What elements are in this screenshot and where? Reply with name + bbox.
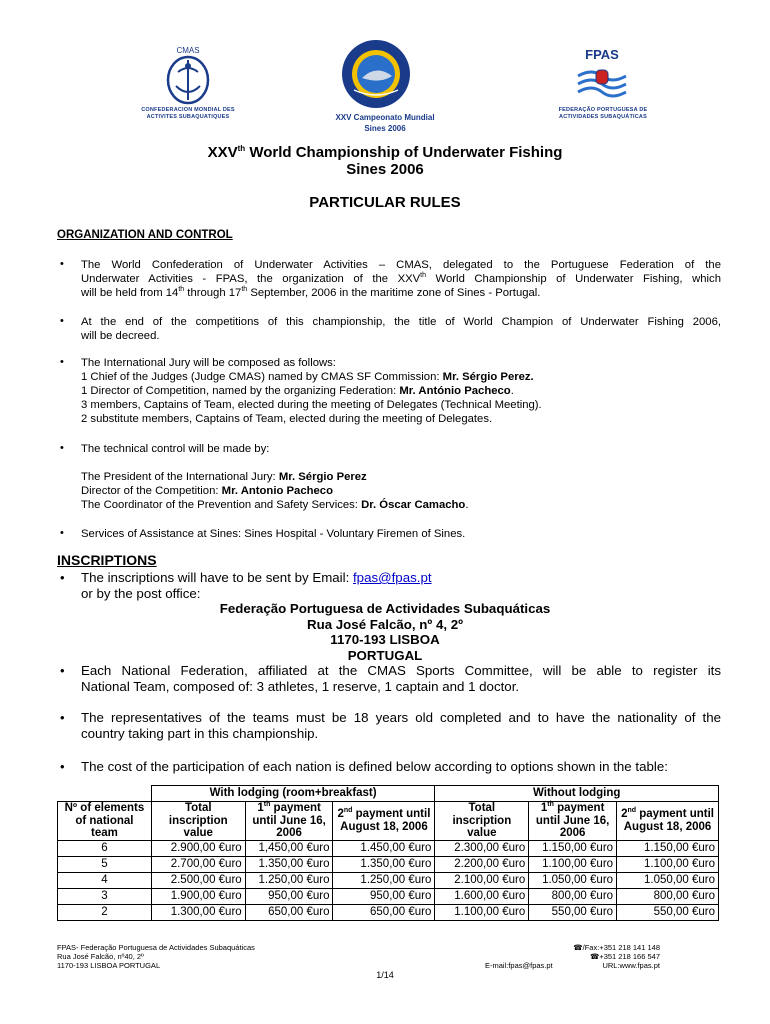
- cell-elements: 5: [58, 856, 152, 872]
- svg-text:CMAS: CMAS: [176, 46, 200, 55]
- fpas-caption: [548, 107, 658, 121]
- org-p1-line3-a: will be held from 14: [81, 287, 179, 299]
- table-group-header: [58, 786, 719, 802]
- document-subtitle: PARTICULAR RULES: [309, 194, 461, 211]
- p1-sup: th: [263, 801, 271, 809]
- cell-amount: 1.600,00 €uro: [435, 888, 529, 904]
- cell-elements: 6: [58, 840, 152, 856]
- p2-num: 2: [337, 808, 344, 821]
- table-row: [58, 888, 719, 904]
- championship-caption-line1: XXV Campeonato Mundial: [335, 113, 435, 122]
- cell-elements: 3: [58, 888, 152, 904]
- cell-amount: 1.350,00 €uro: [245, 856, 333, 872]
- footer-line2: Rua José Falcão, nº40, 2º: [57, 952, 144, 961]
- table-body: [58, 840, 719, 920]
- cell-amount: 1.450,00 €uro: [333, 840, 435, 856]
- bullet-dot: •: [60, 710, 65, 725]
- table-row: [58, 904, 719, 920]
- cell-amount: 650,00 €uro: [333, 904, 435, 920]
- p1-label: payment until June 16, 2006: [252, 802, 326, 839]
- footer-line3: 1170-193 LISBOA PORTUGAL: [57, 961, 161, 970]
- org-p1-line3-c: September, 2006 in the maritime zone of Sines - Portugal.: [247, 287, 541, 299]
- cell-amount: 1.300,00 €uro: [151, 904, 245, 920]
- footer-address: [57, 943, 255, 970]
- cell-elements: 2: [58, 904, 152, 920]
- insc-p3-line2: country taking part in this championship.: [81, 726, 319, 741]
- cell-amount: 1.100,00 €uro: [617, 856, 719, 872]
- insc-paragraph-4: The cost of the participation of each nation is defined below according to options shown in the table:: [81, 759, 668, 774]
- insc-paragraph-1: [81, 570, 721, 602]
- section-heading-organization: ORGANIZATION AND CONTROL: [57, 229, 233, 241]
- cell-amount: 800,00 €uro: [529, 888, 617, 904]
- p1-num: 1: [257, 802, 264, 814]
- document-title: [0, 144, 770, 178]
- org-p4-line4-c: .: [465, 499, 469, 511]
- org-p3-line3: [81, 384, 721, 398]
- p2-sup: nd: [627, 807, 637, 815]
- org-p2-line1: At the end of the competitions of this championship, the title of World Champion of Underwater Fishing 2006,: [81, 316, 721, 328]
- bullet-dot: •: [60, 759, 65, 774]
- p1-num: 1: [540, 802, 548, 814]
- section-heading-inscriptions: INSCRIPTIONS: [57, 552, 157, 568]
- org-p4-line4-a: The Coordinator of the Prevention and Safety Services:: [81, 499, 362, 511]
- championship-caption-line2: Sines 2006: [364, 124, 406, 133]
- cell-amount: 1.150,00 €uro: [617, 840, 719, 856]
- p2-label: payment until August 18, 2006: [623, 808, 714, 833]
- cell-amount: 2.700,00 €uro: [151, 856, 245, 872]
- cell-amount: 1.350,00 €uro: [333, 856, 435, 872]
- footer-phone: ☎+351 218 166 547: [589, 952, 660, 961]
- p2-sup: nd: [343, 807, 353, 815]
- cell-amount: 650,00 €uro: [245, 904, 333, 920]
- col-header-payment2-nl: [617, 802, 719, 841]
- insc-paragraph-3: [81, 710, 721, 742]
- cell-amount: 2.300,00 €uro: [435, 840, 529, 856]
- cost-table: [57, 785, 719, 921]
- org-p1-sup1: th: [178, 286, 185, 294]
- cell-amount: 2.500,00 €uro: [151, 872, 245, 888]
- cmas-caption-line1: CONFEDERACION MONDIAL DES: [141, 107, 235, 113]
- table-row: [58, 872, 719, 888]
- bullet-dot: •: [60, 356, 64, 368]
- email-link[interactable]: fpas@fpas.pt: [352, 570, 432, 585]
- cell-amount: 1.250,00 €uro: [245, 872, 333, 888]
- cell-amount: 550,00 €uro: [617, 904, 719, 920]
- org-p4-line3-a: Director of the Competition:: [81, 485, 222, 497]
- org-p3-line3-a: 1 Director of Competition, named by the organizing Federation:: [81, 385, 400, 397]
- org-p1-line3: [81, 286, 721, 300]
- col-header-payment1: [245, 802, 333, 841]
- footer-line1: FPAS- Federação Portuguesa de Actividades Subaquáticas: [57, 943, 255, 952]
- address-line3: 1170-193 LISBOA: [330, 632, 440, 647]
- title-line2: Sines 2006: [346, 161, 424, 178]
- group-with-lodging: With lodging (room+breakfast): [151, 786, 435, 802]
- insc-paragraph-2: [81, 663, 721, 695]
- org-p3-line5: 2 substitute members, Captains of Team, elected during the meeting of Delegates.: [81, 413, 493, 425]
- cell-elements: 4: [58, 872, 152, 888]
- title-sup: th: [237, 144, 246, 153]
- cell-amount: 550,00 €uro: [529, 904, 617, 920]
- bullet-dot: •: [60, 442, 64, 454]
- cmas-logo: [160, 44, 216, 106]
- col-header-payment2: [333, 802, 435, 841]
- address-line1: Federação Portuguesa de Actividades Subaquáticas: [219, 601, 551, 616]
- insc-p1-line1: [81, 570, 721, 586]
- org-p2-line2: will be decreed.: [81, 330, 160, 342]
- fpas-logo-text: FPAS: [585, 47, 619, 62]
- bullet-dot: •: [60, 527, 64, 539]
- p2-label: payment until August 18, 2006: [340, 808, 431, 833]
- fpas-logo: [572, 46, 632, 102]
- org-p4-line2-a: The President of the International Jury:: [81, 471, 279, 483]
- org-paragraph-5: Services of Assistance at Sines: Sines Hospital - Voluntary Firemen of Sines.: [81, 528, 466, 540]
- title-prefix: XXV: [207, 144, 238, 161]
- org-p1-sup2: th: [241, 286, 248, 294]
- org-p1-line2-a: Underwater Activities - FPAS, the organization of the XXV: [81, 273, 421, 285]
- org-p4-line3-b: Mr. Antonio Pacheco: [221, 485, 333, 497]
- org-p4-line3: [81, 484, 721, 498]
- org-p3-line3-c: .: [510, 385, 514, 397]
- org-p3-line3-b: Mr. António Pacheco: [399, 385, 511, 397]
- fpas-caption-line2: ACTIVIDADES SUBAQUÁTICAS: [559, 114, 647, 120]
- cell-amount: 950,00 €uro: [245, 888, 333, 904]
- cell-amount: 1,450,00 €uro: [245, 840, 333, 856]
- cell-amount: 1.100,00 €uro: [529, 856, 617, 872]
- insc-p2-line1: Each National Federation, affiliated at the CMAS Sports Committee, will be able to register its: [81, 663, 721, 678]
- org-p3-line2-a: 1 Chief of the Judges (Judge CMAS) named by CMAS SF Commission:: [81, 371, 443, 383]
- cell-amount: 1.100,00 €uro: [435, 904, 529, 920]
- insc-p1-line2: or by the post office:: [81, 586, 201, 601]
- p2-num: 2: [621, 808, 628, 821]
- org-p4-line2-b: Mr. Sérgio Perez: [278, 471, 367, 483]
- title-rest: World Championship of Underwater Fishing: [245, 144, 563, 161]
- org-p4-line1: The technical control will be made by:: [81, 443, 270, 455]
- cell-amount: 950,00 €uro: [333, 888, 435, 904]
- org-p1-sup: th: [420, 272, 427, 280]
- org-paragraph-1: [81, 258, 721, 300]
- p1-label: payment until June 16, 2006: [535, 802, 610, 839]
- org-p3-line2-b: Mr. Sérgio Perez.: [442, 371, 534, 383]
- championship-logo: [340, 38, 412, 110]
- org-paragraph-3: [81, 356, 721, 426]
- insc-p3-line1: The representatives of the teams must be 18 years old completed and to have the nationality of the: [81, 710, 721, 725]
- footer-phone-fax: ☎/Fax:+351 218 141 148: [573, 943, 660, 952]
- postal-address: [0, 601, 770, 663]
- p1-sup: th: [547, 801, 554, 809]
- cell-amount: 800,00 €uro: [617, 888, 719, 904]
- org-p1-line2-b: World Championship of Underwater Fishing, which: [426, 273, 721, 285]
- org-p3-line1: The International Jury will be composed as follows:: [81, 357, 336, 369]
- bullet-dot: •: [60, 315, 64, 327]
- page-number: 1/14: [376, 970, 394, 980]
- table-row: [58, 856, 719, 872]
- cell-amount: 1.250,00 €uro: [333, 872, 435, 888]
- cell-amount: 2.900,00 €uro: [151, 840, 245, 856]
- org-p4-line2: [81, 470, 721, 484]
- col-header-total-nl: Total inscription value: [435, 802, 529, 841]
- org-paragraph-4: [81, 442, 721, 512]
- cmas-caption: [138, 107, 238, 121]
- org-p1-line3-b: through 17: [184, 287, 242, 299]
- bullet-dot: •: [60, 663, 65, 678]
- footer-url: URL:www.fpas.pt: [602, 961, 660, 970]
- bullet-dot: •: [60, 258, 64, 270]
- org-paragraph-2: [81, 315, 721, 343]
- cell-amount: 2.200,00 €uro: [435, 856, 529, 872]
- org-p4-line4-b: Dr. Óscar Camacho: [361, 499, 466, 511]
- address-line2: Rua José Falcão, nº 4, 2º: [306, 616, 464, 632]
- championship-caption: [330, 112, 440, 134]
- title-line1: [0, 144, 770, 161]
- table-row: [58, 840, 719, 856]
- cell-amount: 1.150,00 €uro: [529, 840, 617, 856]
- table-corner-cell: [58, 786, 152, 802]
- bullet-dot: •: [60, 570, 65, 585]
- address-line4: PORTUGAL: [347, 647, 423, 663]
- col-header-elements: Nº of elements of national team: [58, 802, 152, 841]
- cell-amount: 1.050,00 €uro: [529, 872, 617, 888]
- footer-contacts: [560, 943, 660, 970]
- cell-amount: 2.100,00 €uro: [435, 872, 529, 888]
- cmas-caption-line2: ACTIVITES SUBAQUATIQUES: [146, 114, 230, 120]
- insc-p2-line2: National Team, composed of: 3 athletes, 1 reserve, 1 captain and 1 doctor.: [81, 679, 520, 694]
- table-column-header: [58, 802, 719, 841]
- cell-amount: 1.900,00 €uro: [151, 888, 245, 904]
- org-p3-line2: [81, 370, 721, 384]
- group-without-lodging: Without lodging: [435, 786, 719, 802]
- org-p3-line4: 3 members, Captains of Team, elected during the meeting of Delegates (Technical Meeting).: [81, 399, 542, 411]
- org-p4-line4: [81, 498, 721, 512]
- footer-email: E-mail:fpas@fpas.pt: [485, 961, 553, 970]
- fpas-caption-line1: FEDERAÇÃO PORTUGUESA DE: [558, 107, 648, 113]
- cell-amount: 1.050,00 €uro: [617, 872, 719, 888]
- col-header-total: Total inscription value: [151, 802, 245, 841]
- org-p1-line2: [81, 272, 721, 286]
- insc-p1-text: The inscriptions will have to be sent by Email:: [81, 570, 353, 585]
- col-header-payment1-nl: [529, 802, 617, 841]
- org-p1-line1: The World Confederation of Underwater Activities – CMAS, delegated to the Portuguese Federation of the: [81, 259, 721, 271]
